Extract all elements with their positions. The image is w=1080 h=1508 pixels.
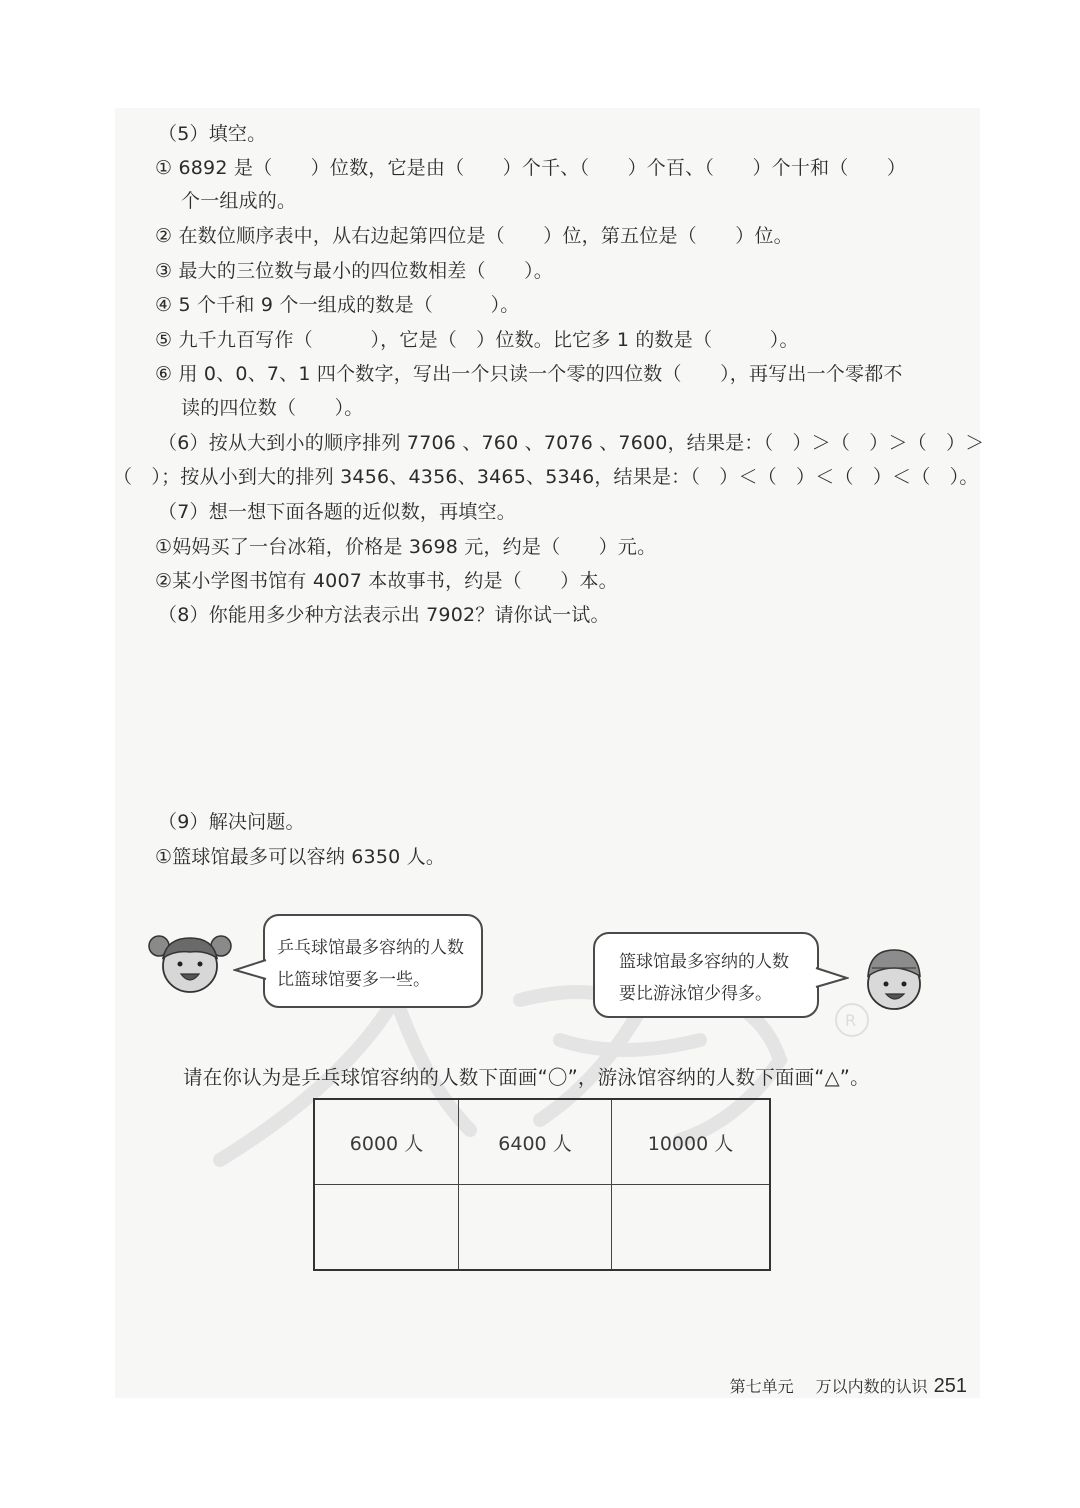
answer-table bbox=[313, 1098, 771, 1271]
q5-item-4: ④ 5 个千和 9 个一组成的数是（ ）。 bbox=[155, 294, 520, 316]
q5-item-3: ③ 最大的三位数与最小的四位数相差（ ）。 bbox=[155, 260, 553, 282]
option-6400: 6400 人 bbox=[459, 1099, 612, 1185]
page-number: 251 bbox=[933, 1375, 967, 1397]
bubble-left-line-2: 比篮球馆要多一些。 bbox=[277, 970, 430, 990]
q7-item-1: ①妈妈买了一台冰箱，价格是 3698 元，约是（ ）元。 bbox=[155, 536, 657, 558]
q7-title: （7）想一想下面各题的近似数，再填空。 bbox=[158, 501, 516, 523]
q9-item-1: ①篮球馆最多可以容纳 6350 人。 bbox=[155, 846, 446, 868]
footer-topic: 万以内数的认识 bbox=[815, 1377, 928, 1396]
svg-text:R: R bbox=[845, 1011, 857, 1030]
q8-title: （8）你能用多少种方法表示出 7902？请你试一试。 bbox=[158, 604, 610, 626]
bubble-left-tail bbox=[233, 958, 267, 982]
bubble-right-line-1: 篮球馆最多容纳的人数 bbox=[619, 952, 789, 972]
q5-item-1: ① 6892 是（ ）位数，它是由（ ）个千、（ ）个百、（ ）个十和（ ） bbox=[155, 157, 907, 179]
page-footer bbox=[730, 1374, 967, 1398]
bubble-right-tail bbox=[815, 966, 849, 990]
option-6000: 6000 人 bbox=[314, 1099, 459, 1185]
answer-cell-3[interactable] bbox=[612, 1185, 771, 1271]
answer-cell-1[interactable] bbox=[314, 1185, 459, 1271]
q5-item-6-cont: 读的四位数（ ）。 bbox=[181, 397, 364, 419]
q6-line-2: （ ）；按从小到大的排列 3456、4356、3465、5346，结果是：（ ）＜（ ）＜（ ）＜（ ）。 bbox=[113, 466, 979, 488]
q9-instruction: 请在你认为是乒乓球馆容纳的人数下面画“〇”，游泳馆容纳的人数下面画“△”。 bbox=[183, 1066, 870, 1089]
bubble-right-line-2: 要比游泳馆少得多。 bbox=[619, 984, 772, 1004]
speech-bubble-left bbox=[263, 914, 483, 1008]
q9-title: （9）解决问题。 bbox=[158, 811, 305, 833]
q5-item-1-cont: 个一组成的。 bbox=[181, 190, 297, 212]
q5-title: （5）填空。 bbox=[158, 123, 267, 145]
q5-item-5: ⑤ 九千九百写作（ ），它是（ ）位数。比它多 1 的数是（ ）。 bbox=[155, 329, 799, 351]
bubble-left-line-1: 乒乓球馆最多容纳的人数 bbox=[277, 938, 464, 958]
girl-avatar-icon bbox=[145, 928, 235, 996]
q5-item-6: ⑥ 用 0、0、7、1 四个数字，写出一个只读一个零的四位数（ ），再写出一个零都不 bbox=[155, 363, 903, 385]
boy-avatar-icon bbox=[858, 944, 930, 1014]
q5-item-2: ② 在数位顺序表中，从右边起第四位是（ ）位，第五位是（ ）位。 bbox=[155, 225, 793, 247]
footer-unit: 第七单元 bbox=[729, 1377, 794, 1396]
option-10000: 10000 人 bbox=[612, 1099, 771, 1185]
q6-line-1: （6）按从大到小的顺序排列 7706 、760 、7076 、7600，结果是：（ ）＞（ ）＞（ ）＞ bbox=[158, 432, 985, 454]
speech-bubble-right bbox=[593, 932, 819, 1018]
answer-cell-2[interactable] bbox=[459, 1185, 612, 1271]
q7-item-2: ②某小学图书馆有 4007 本故事书，约是（ ）本。 bbox=[155, 570, 618, 592]
